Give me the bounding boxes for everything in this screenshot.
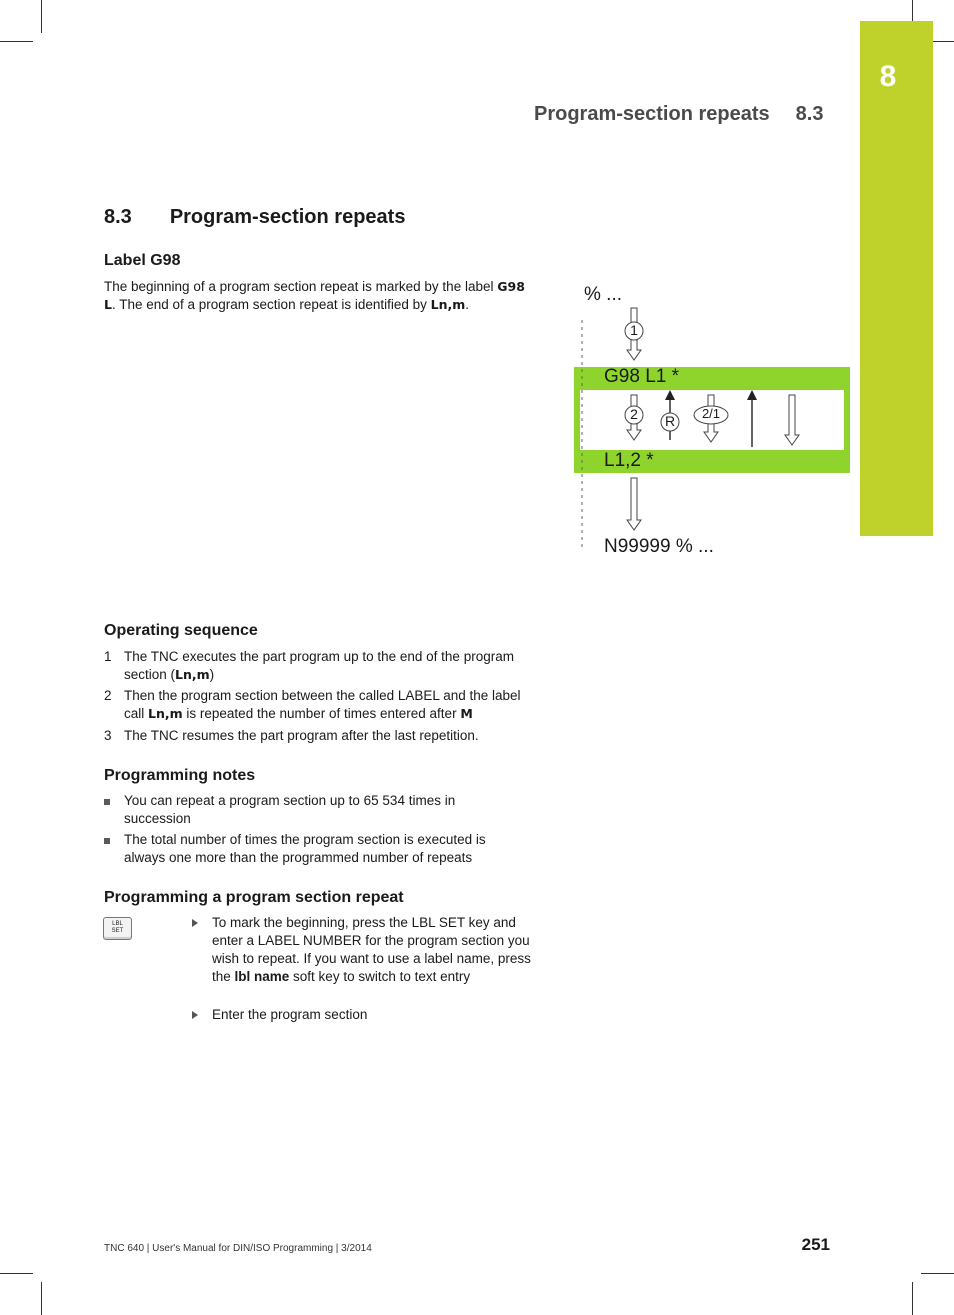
section-title: Program-section repeats bbox=[169, 206, 406, 228]
programming-repeat-heading: Programming a program section repeat bbox=[104, 889, 404, 906]
marker-2-1: 2/1 bbox=[701, 406, 721, 421]
footer-text: TNC 640 | User's Manual for DIN/ISO Programming | 3/2014 bbox=[104, 1243, 372, 1254]
key-label-top: LBL bbox=[112, 921, 123, 927]
list-item bbox=[104, 727, 544, 745]
marker-2: 2 bbox=[630, 406, 638, 422]
key-label-bottom: SET bbox=[111, 928, 124, 934]
code: M bbox=[460, 706, 473, 721]
step-text bbox=[212, 914, 537, 986]
item-text: You can repeat a program section up to 65 534 times in succession bbox=[124, 793, 456, 826]
operating-sequence-heading: Operating sequence bbox=[104, 622, 258, 639]
page-number: 251 bbox=[801, 1235, 830, 1254]
code: Ln,m bbox=[148, 706, 183, 721]
chapter-tab bbox=[860, 21, 933, 536]
step-arrow-icon bbox=[192, 1011, 198, 1019]
item-text: The total number of times the program section is executed is always one more than the programmed number of repeats bbox=[124, 832, 486, 865]
crop-mark bbox=[921, 1273, 954, 1274]
program-flow-diagram bbox=[570, 280, 852, 565]
text: . The end of a program section repeat is identified by bbox=[111, 297, 431, 312]
item-text bbox=[124, 648, 540, 684]
text: . bbox=[465, 297, 470, 312]
chapter-number: 8 bbox=[879, 60, 897, 93]
label-g98-heading: Label G98 bbox=[104, 252, 181, 269]
item-number: 3 bbox=[104, 728, 112, 743]
step-text: Enter the program section bbox=[212, 1007, 368, 1022]
diagram-graphics bbox=[570, 280, 852, 565]
step-item bbox=[192, 1006, 537, 1024]
code: Ln,m bbox=[175, 667, 210, 682]
running-header bbox=[534, 103, 823, 126]
list-item bbox=[104, 648, 544, 684]
item-number: 1 bbox=[104, 649, 112, 664]
text: soft key to switch to text entry bbox=[289, 969, 471, 984]
text: The beginning of a program section repeat is marked by the label bbox=[104, 279, 498, 294]
text: The TNC executes the part program up to the end of the program section ( bbox=[124, 649, 514, 682]
list-item bbox=[104, 792, 544, 828]
section-number: 8.3 bbox=[104, 206, 132, 228]
text: To mark the beginning, press the LBL SET key and enter a LABEL NUMBER for the program section you wish to repeat. If you want to use a label name, press the bbox=[212, 915, 531, 984]
label-g98-paragraph bbox=[104, 278, 534, 314]
text: is repeated the number of times entered after bbox=[182, 706, 461, 721]
programming-notes-heading: Programming notes bbox=[104, 767, 256, 784]
running-header-section: 8.3 bbox=[795, 103, 824, 125]
text: Then the program section between the called LABEL and the label call bbox=[124, 688, 521, 721]
diagram-label-line: G98 L1 * bbox=[604, 366, 679, 387]
marker-1: 1 bbox=[630, 322, 638, 338]
diagram-end-label: N99999 % ... bbox=[604, 536, 714, 557]
text: ) bbox=[209, 667, 215, 682]
crop-mark bbox=[0, 41, 33, 42]
diagram-call-line: L1,2 * bbox=[604, 450, 654, 471]
step-item bbox=[192, 914, 537, 986]
list-item bbox=[104, 831, 544, 867]
code-ln-m: Ln,m bbox=[430, 297, 466, 312]
arrow-bottom bbox=[627, 478, 641, 530]
crop-mark bbox=[0, 1273, 33, 1274]
crop-mark bbox=[41, 0, 42, 33]
lbl-set-key-icon bbox=[103, 917, 132, 940]
crop-mark bbox=[912, 1282, 913, 1315]
list-item bbox=[104, 687, 544, 723]
bullet-icon bbox=[104, 831, 120, 849]
bullet-icon bbox=[104, 792, 120, 810]
section-heading bbox=[104, 206, 405, 229]
marker-r: R bbox=[664, 413, 676, 429]
item-text bbox=[124, 687, 540, 723]
step-arrow-icon bbox=[192, 919, 198, 927]
running-header-title: Program-section repeats bbox=[534, 103, 770, 125]
item-number: 2 bbox=[104, 688, 112, 703]
softkey-name: lbl name bbox=[234, 969, 290, 984]
item-text: The TNC resumes the part program after the last repetition. bbox=[124, 728, 479, 743]
crop-mark bbox=[41, 1282, 42, 1315]
code-g98-l: G98 L bbox=[104, 279, 525, 312]
diagram-start-label: % ... bbox=[584, 284, 623, 305]
